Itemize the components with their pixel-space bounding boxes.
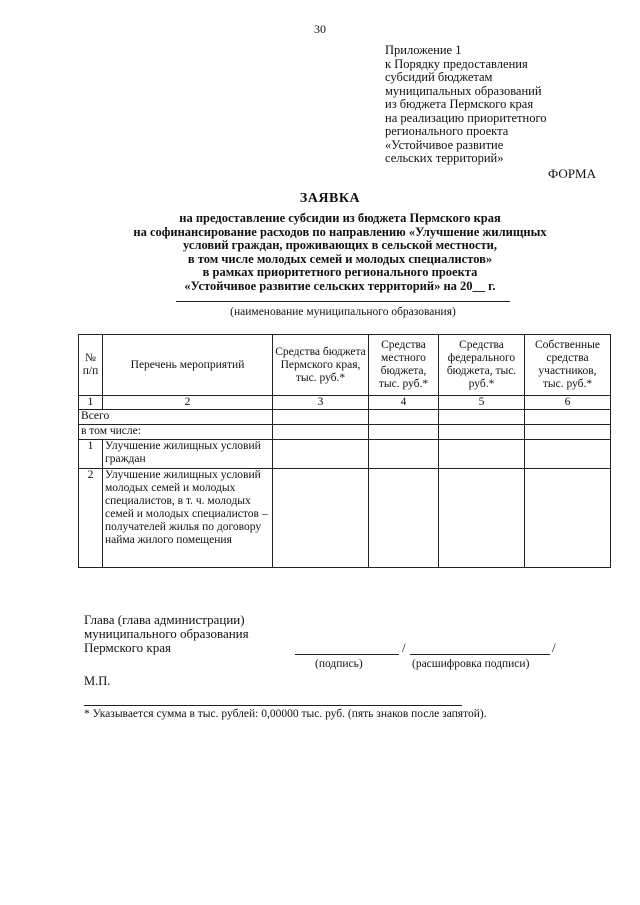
signatory-line: муниципального образования [84, 626, 249, 641]
header-num: № п/п [79, 335, 103, 396]
appendix-line: Приложение 1 [385, 43, 462, 57]
appendix-line: сельских территорий» [385, 151, 504, 165]
appendix-line: к Порядку предоставления [385, 56, 528, 71]
including-label: в том числе: [79, 425, 273, 440]
subtitle-line: в рамках приоритетного регионального проекта [202, 265, 478, 280]
table-cell[interactable] [525, 410, 611, 425]
signature-decode-fill-line[interactable] [410, 654, 550, 655]
appendix-line: субсидий бюджетам [385, 70, 493, 84]
signature-slash: / [552, 640, 556, 655]
header-regional: Средства бюджета Пермского края, тыс. руб.* [273, 335, 369, 396]
subtitle-line: на предоставление субсидии из бюджета Пермского края [179, 211, 501, 225]
table-cell[interactable] [369, 410, 439, 425]
signature-caption: (подпись) [315, 658, 363, 670]
document-title: ЗАЯВКА [299, 191, 361, 206]
table-cell[interactable] [369, 425, 439, 440]
form-label: ФОРМА [548, 166, 596, 181]
document-subtitle [40, 212, 640, 294]
subtitle-line: в том числе молодых семей и молодых специалистов» [187, 251, 493, 266]
subtitle-line: «Устойчивое развитие сельских территорий» на 20__ г. [184, 278, 496, 293]
column-number: 3 [273, 396, 369, 410]
row-number: 2 [79, 469, 103, 568]
municipality-fill-line[interactable] [176, 301, 510, 302]
signature-fill-line[interactable] [295, 654, 399, 655]
funding-table [78, 334, 611, 568]
page-number: 30 [314, 22, 326, 36]
appendix-line: регионального проекта [385, 124, 509, 138]
table-cell[interactable] [525, 469, 611, 568]
table-row [79, 469, 611, 568]
table-cell[interactable] [439, 469, 525, 568]
table-cell[interactable] [369, 440, 439, 469]
total-row [79, 410, 611, 425]
column-number: 6 [525, 396, 611, 410]
table-header-row [79, 335, 611, 396]
column-number-row [79, 396, 611, 410]
signatory-title [84, 613, 249, 655]
including-row [79, 425, 611, 440]
row-activity: Улучшение жилищных условий граждан [103, 440, 273, 469]
table-cell[interactable] [273, 410, 369, 425]
table-cell[interactable] [525, 440, 611, 469]
footnote-divider [84, 705, 462, 706]
header-federal: Средства федерального бюджета, тыс. руб.* [439, 335, 525, 396]
column-number: 2 [103, 396, 273, 410]
appendix-line: «Устойчивое развитие [385, 137, 504, 152]
header-activities: Перечень мероприятий [103, 335, 273, 396]
table-cell[interactable] [439, 440, 525, 469]
table-cell[interactable] [525, 425, 611, 440]
table-cell[interactable] [439, 425, 525, 440]
signatory-line: Глава (глава администрации) [84, 612, 245, 627]
column-number: 1 [79, 396, 103, 410]
appendix-note [385, 44, 605, 166]
appendix-line: из бюджета Пермского края [385, 97, 534, 111]
signature-slash: / [402, 640, 406, 655]
stamp-place: М.П. [84, 674, 111, 688]
table-cell[interactable] [273, 425, 369, 440]
appendix-line: на реализацию приоритетного [385, 110, 547, 125]
table-cell[interactable] [273, 469, 369, 568]
header-own: Собственные средства участников, тыс. руб.* [525, 335, 611, 396]
table-cell[interactable] [273, 440, 369, 469]
municipality-caption: (наименование муниципального образования) [230, 306, 456, 318]
header-local: Средства местного бюджета, тыс. руб.* [369, 335, 439, 396]
subtitle-line: на софинансирование расходов по направлению «Улучшение жилищных [133, 224, 547, 239]
table-row [79, 440, 611, 469]
column-number: 4 [369, 396, 439, 410]
signature-decode-caption: (расшифровка подписи) [412, 658, 530, 670]
row-number: 1 [79, 440, 103, 469]
signatory-line: Пермского края [84, 640, 171, 655]
footnote: * Указывается сумма в тыс. рублей: 0,00000 тыс. руб. (пять знаков после запятой). [84, 708, 487, 720]
row-activity: Улучшение жилищных условий молодых семей и молодых специалистов, в т. ч. молодых семей и молодых специалистов – получателей жилья по договору найма жилого помещения [103, 469, 273, 568]
column-number: 5 [439, 396, 525, 410]
subtitle-line: условий граждан, проживающих в сельской местности, [183, 238, 497, 253]
total-label: Всего [79, 410, 273, 425]
table-cell[interactable] [369, 469, 439, 568]
table-cell[interactable] [439, 410, 525, 425]
appendix-line: муниципальных образований [385, 83, 542, 98]
